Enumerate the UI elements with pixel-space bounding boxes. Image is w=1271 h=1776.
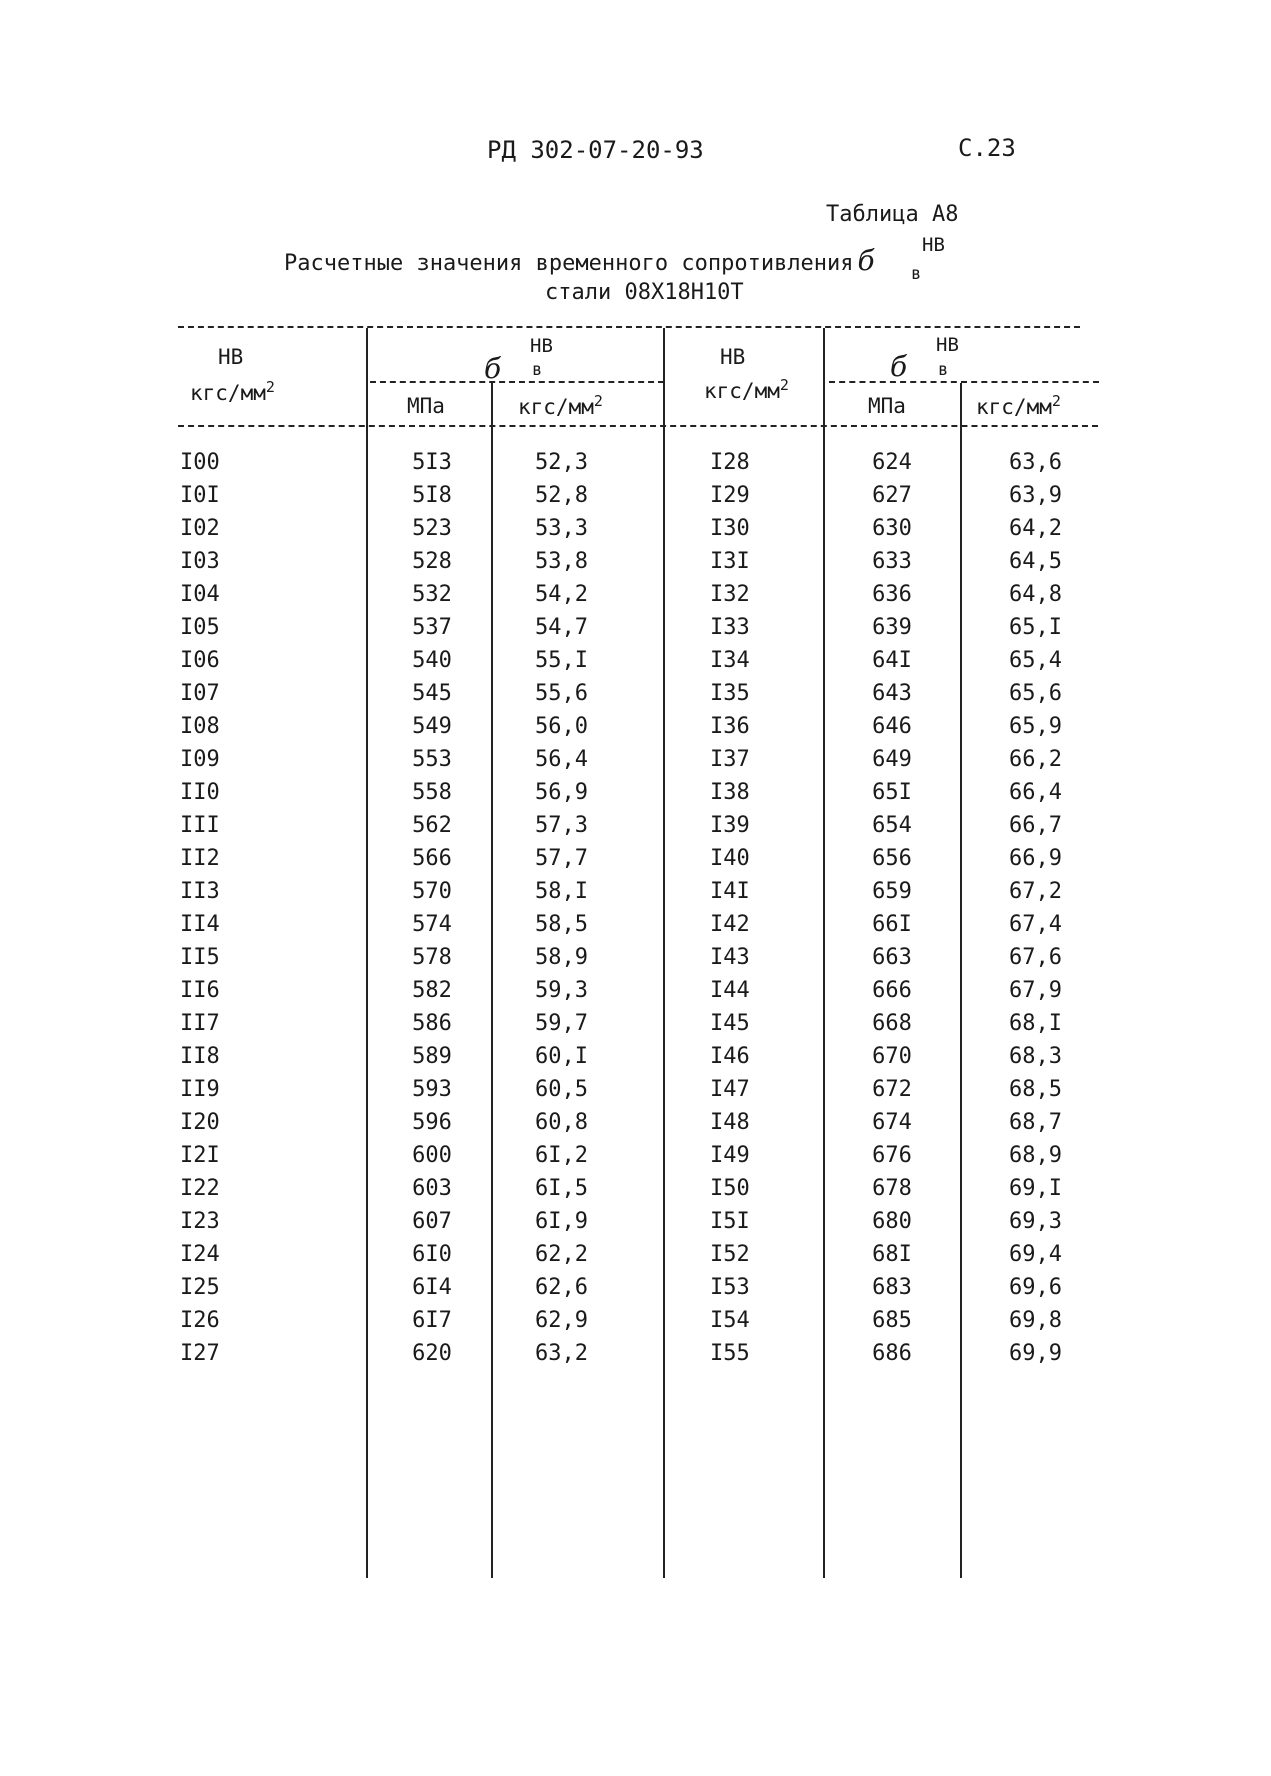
col-header-sigma-sup: НВ — [530, 335, 553, 357]
cell-mpa-2: 666 — [872, 978, 912, 1003]
table-title-text: Расчетные значения временного сопротивления — [284, 251, 854, 276]
cell-kgs: 55,6 — [535, 681, 588, 706]
cell-mpa-2: 643 — [872, 681, 912, 706]
cell-kgs: 52,3 — [535, 450, 588, 475]
cell-kgs: 58,5 — [535, 912, 588, 937]
cell-mpa-2: 686 — [872, 1341, 912, 1366]
cell-kgs-2: 66,7 — [1009, 813, 1062, 838]
cell-mpa-2: 68I — [872, 1242, 912, 1267]
cell-hb-2: I5I — [710, 1209, 750, 1234]
cell-kgs: 59,3 — [535, 978, 588, 1003]
cell-mpa-2: 646 — [872, 714, 912, 739]
table-top-rule — [178, 326, 1080, 328]
cell-hb-2: I50 — [710, 1176, 750, 1201]
cell-kgs: 54,7 — [535, 615, 588, 640]
cell-hb-2: I30 — [710, 516, 750, 541]
cell-mpa-2: 668 — [872, 1011, 912, 1036]
cell-kgs-2: 69,4 — [1009, 1242, 1062, 1267]
cell-hb-2: I47 — [710, 1077, 750, 1102]
cell-kgs-2: 69,3 — [1009, 1209, 1062, 1234]
cell-mpa-2: 663 — [872, 945, 912, 970]
cell-hb: II7 — [180, 1011, 220, 1036]
cell-hb: I06 — [180, 648, 220, 673]
col-header-hb-2: НВ — [720, 345, 746, 369]
title-superscript: НВ — [922, 234, 945, 256]
cell-kgs-2: 67,9 — [1009, 978, 1062, 1003]
cell-mpa-2: 672 — [872, 1077, 912, 1102]
cell-mpa: 603 — [412, 1176, 452, 1201]
cell-mpa: 558 — [412, 780, 452, 805]
cell-hb: I04 — [180, 582, 220, 607]
cell-mpa-2: 685 — [872, 1308, 912, 1333]
cell-kgs-2: 66,2 — [1009, 747, 1062, 772]
cell-hb: II6 — [180, 978, 220, 1003]
cell-mpa-2: 656 — [872, 846, 912, 871]
cell-mpa: 562 — [412, 813, 452, 838]
cell-mpa-2: 627 — [872, 483, 912, 508]
cell-kgs-2: 67,2 — [1009, 879, 1062, 904]
cell-kgs-2: 66,9 — [1009, 846, 1062, 871]
cell-mpa: 540 — [412, 648, 452, 673]
col-header-sigma: б — [484, 352, 502, 385]
table-label: Таблица А8 — [826, 202, 959, 227]
cell-hb: I00 — [180, 450, 220, 475]
cell-mpa: 593 — [412, 1077, 452, 1102]
cell-kgs: 56,0 — [535, 714, 588, 739]
cell-kgs: 57,7 — [535, 846, 588, 871]
cell-kgs: 6I,5 — [535, 1176, 588, 1201]
cell-mpa-2: 624 — [872, 450, 912, 475]
cell-hb: II2 — [180, 846, 220, 871]
cell-kgs-2: 67,4 — [1009, 912, 1062, 937]
cell-mpa: 586 — [412, 1011, 452, 1036]
cell-hb: I24 — [180, 1242, 220, 1267]
col-header-sigma-sub: в — [532, 360, 543, 380]
cell-hb-2: I43 — [710, 945, 750, 970]
cell-hb-2: I55 — [710, 1341, 750, 1366]
cell-kgs: 59,7 — [535, 1011, 588, 1036]
cell-hb: I07 — [180, 681, 220, 706]
column-divider-1 — [366, 328, 368, 1578]
cell-kgs: 56,9 — [535, 780, 588, 805]
col-header-hb-units-2: кгс/$мм^2$ — [704, 376, 789, 403]
cell-mpa-2: 659 — [872, 879, 912, 904]
cell-hb: I05 — [180, 615, 220, 640]
cell-kgs: 6I,9 — [535, 1209, 588, 1234]
col-header-sigma-sup-2: НВ — [936, 334, 959, 356]
cell-kgs: 60,8 — [535, 1110, 588, 1135]
cell-kgs-2: 63,9 — [1009, 483, 1062, 508]
cell-hb: II9 — [180, 1077, 220, 1102]
cell-mpa-2: 66I — [872, 912, 912, 937]
cell-kgs: 54,2 — [535, 582, 588, 607]
cell-kgs: 52,8 — [535, 483, 588, 508]
cell-hb-2: I38 — [710, 780, 750, 805]
cell-kgs-2: 63,6 — [1009, 450, 1062, 475]
page-number: С.23 — [958, 134, 1016, 162]
cell-kgs: 57,3 — [535, 813, 588, 838]
header-split-rule-right — [829, 381, 1099, 383]
cell-mpa: 528 — [412, 549, 452, 574]
cell-kgs: 62,9 — [535, 1308, 588, 1333]
cell-mpa-2: 649 — [872, 747, 912, 772]
cell-mpa: 607 — [412, 1209, 452, 1234]
column-divider-4 — [823, 328, 825, 1578]
cell-mpa: 6I7 — [412, 1308, 452, 1333]
cell-hb-2: I33 — [710, 615, 750, 640]
cell-mpa-2: 636 — [872, 582, 912, 607]
cell-hb: I27 — [180, 1341, 220, 1366]
cell-mpa-2: 630 — [872, 516, 912, 541]
cell-hb: I2I — [180, 1143, 220, 1168]
cell-hb-2: I29 — [710, 483, 750, 508]
cell-hb-2: I54 — [710, 1308, 750, 1333]
cell-hb: I22 — [180, 1176, 220, 1201]
cell-kgs-2: 64,8 — [1009, 582, 1062, 607]
cell-kgs-2: 68,3 — [1009, 1044, 1062, 1069]
cell-kgs-2: 64,5 — [1009, 549, 1062, 574]
cell-mpa: 582 — [412, 978, 452, 1003]
cell-hb-2: I4I — [710, 879, 750, 904]
cell-hb: I0I — [180, 483, 220, 508]
cell-kgs-2: 68,9 — [1009, 1143, 1062, 1168]
cell-kgs: 58,9 — [535, 945, 588, 970]
table-title — [284, 244, 875, 277]
cell-kgs-2: 68,7 — [1009, 1110, 1062, 1135]
col-header-kgs-2: кгс/$мм^2$ — [976, 392, 1061, 419]
cell-kgs-2: 68,5 — [1009, 1077, 1062, 1102]
cell-hb: I23 — [180, 1209, 220, 1234]
col-header-sigma-sub-2: в — [938, 360, 949, 380]
cell-hb-2: I3I — [710, 549, 750, 574]
cell-kgs-2: 69,9 — [1009, 1341, 1062, 1366]
cell-mpa-2: 676 — [872, 1143, 912, 1168]
document-code: РД 302-07-20-93 — [487, 136, 704, 164]
cell-kgs: 60,5 — [535, 1077, 588, 1102]
cell-kgs: 62,2 — [535, 1242, 588, 1267]
cell-mpa: 596 — [412, 1110, 452, 1135]
cell-kgs: 6I,2 — [535, 1143, 588, 1168]
cell-kgs: 60,I — [535, 1044, 588, 1069]
cell-hb-2: I42 — [710, 912, 750, 937]
cell-mpa: 549 — [412, 714, 452, 739]
col-header-kgs: кгс/$мм^2$ — [518, 392, 603, 419]
cell-hb-2: I39 — [710, 813, 750, 838]
title-subscript: в — [911, 264, 922, 284]
cell-mpa-2: 65I — [872, 780, 912, 805]
cell-hb: I02 — [180, 516, 220, 541]
column-divider-5 — [960, 383, 962, 1578]
cell-hb-2: I32 — [710, 582, 750, 607]
cell-mpa-2: 680 — [872, 1209, 912, 1234]
cell-mpa-2: 674 — [872, 1110, 912, 1135]
column-divider-2 — [491, 383, 493, 1578]
cell-hb-2: I37 — [710, 747, 750, 772]
cell-mpa: 570 — [412, 879, 452, 904]
cell-hb-2: I28 — [710, 450, 750, 475]
cell-hb: II4 — [180, 912, 220, 937]
cell-kgs-2: 64,2 — [1009, 516, 1062, 541]
cell-kgs: 63,2 — [535, 1341, 588, 1366]
cell-mpa: 566 — [412, 846, 452, 871]
cell-hb: I25 — [180, 1275, 220, 1300]
cell-hb: I09 — [180, 747, 220, 772]
cell-kgs-2: 69,6 — [1009, 1275, 1062, 1300]
cell-hb-2: I46 — [710, 1044, 750, 1069]
col-header-sigma-2: б — [890, 350, 908, 383]
cell-mpa: 553 — [412, 747, 452, 772]
cell-mpa: 5I8 — [412, 483, 452, 508]
cell-mpa-2: 683 — [872, 1275, 912, 1300]
cell-hb: II8 — [180, 1044, 220, 1069]
cell-mpa-2: 654 — [872, 813, 912, 838]
cell-hb-2: I45 — [710, 1011, 750, 1036]
header-split-rule-left — [370, 381, 664, 383]
cell-hb: III — [180, 813, 220, 838]
col-header-mpa: МПа — [407, 394, 445, 418]
cell-hb-2: I52 — [710, 1242, 750, 1267]
cell-mpa-2: 64I — [872, 648, 912, 673]
cell-hb-2: I53 — [710, 1275, 750, 1300]
cell-kgs: 56,4 — [535, 747, 588, 772]
cell-mpa-2: 678 — [872, 1176, 912, 1201]
cell-hb-2: I34 — [710, 648, 750, 673]
cell-kgs-2: 66,4 — [1009, 780, 1062, 805]
cell-mpa-2: 670 — [872, 1044, 912, 1069]
col-header-hb: НВ — [218, 345, 244, 369]
cell-kgs-2: 65,6 — [1009, 681, 1062, 706]
cell-mpa: 5I3 — [412, 450, 452, 475]
cell-kgs: 55,I — [535, 648, 588, 673]
cell-hb-2: I44 — [710, 978, 750, 1003]
cell-mpa: 537 — [412, 615, 452, 640]
cell-hb-2: I35 — [710, 681, 750, 706]
cell-hb-2: I48 — [710, 1110, 750, 1135]
cell-mpa: 620 — [412, 1341, 452, 1366]
column-divider-3 — [663, 328, 665, 1578]
cell-mpa: 600 — [412, 1143, 452, 1168]
cell-kgs-2: 65,I — [1009, 615, 1062, 640]
cell-kgs-2: 68,I — [1009, 1011, 1062, 1036]
cell-kgs: 62,6 — [535, 1275, 588, 1300]
cell-hb: II5 — [180, 945, 220, 970]
cell-mpa-2: 639 — [872, 615, 912, 640]
cell-hb: I20 — [180, 1110, 220, 1135]
cell-hb: I03 — [180, 549, 220, 574]
cell-mpa: 589 — [412, 1044, 452, 1069]
cell-kgs: 53,3 — [535, 516, 588, 541]
table-title-steel: стали 08Х18Н10Т — [545, 280, 744, 305]
cell-kgs: 53,8 — [535, 549, 588, 574]
cell-hb-2: I36 — [710, 714, 750, 739]
cell-mpa-2: 633 — [872, 549, 912, 574]
cell-hb: II0 — [180, 780, 220, 805]
cell-mpa: 6I0 — [412, 1242, 452, 1267]
cell-hb-2: I49 — [710, 1143, 750, 1168]
cell-mpa: 6I4 — [412, 1275, 452, 1300]
cell-hb: II3 — [180, 879, 220, 904]
cell-kgs-2: 67,6 — [1009, 945, 1062, 970]
cell-mpa: 532 — [412, 582, 452, 607]
cell-mpa: 523 — [412, 516, 452, 541]
col-header-hb-units: кгс/$мм^2$ — [190, 378, 275, 405]
cell-kgs: 58,I — [535, 879, 588, 904]
cell-mpa: 574 — [412, 912, 452, 937]
cell-mpa: 578 — [412, 945, 452, 970]
cell-kgs-2: 69,8 — [1009, 1308, 1062, 1333]
cell-hb: I26 — [180, 1308, 220, 1333]
sigma-symbol: б — [857, 244, 875, 277]
cell-hb-2: I40 — [710, 846, 750, 871]
cell-hb: I08 — [180, 714, 220, 739]
cell-kgs-2: 69,I — [1009, 1176, 1062, 1201]
cell-kgs-2: 65,4 — [1009, 648, 1062, 673]
col-header-mpa-2: МПа — [868, 394, 906, 418]
cell-kgs-2: 65,9 — [1009, 714, 1062, 739]
cell-mpa: 545 — [412, 681, 452, 706]
